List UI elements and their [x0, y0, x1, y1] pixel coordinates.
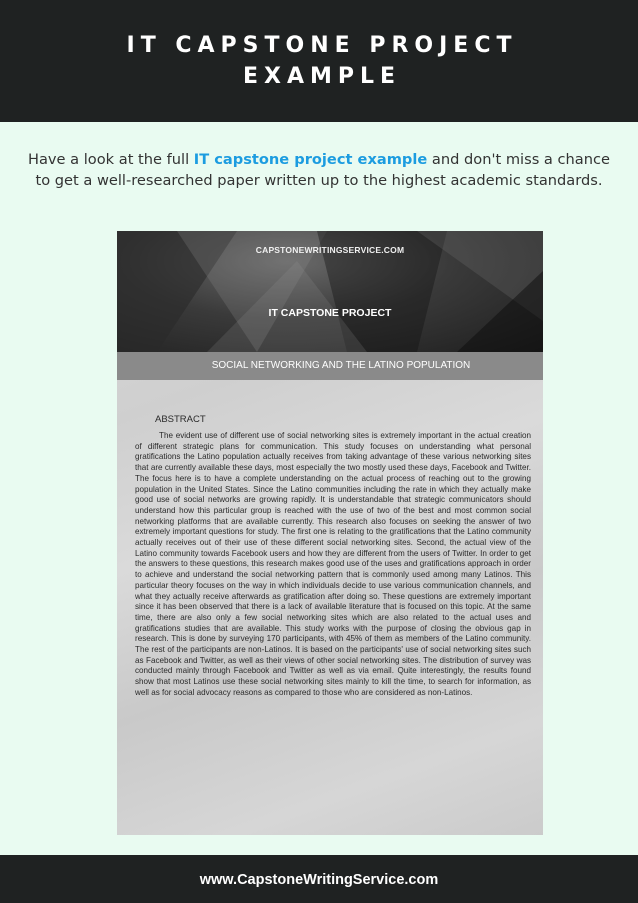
document-site-name: CAPSTONEWRITINGSERVICE.COM — [255, 245, 405, 255]
intro-paragraph — [20, 149, 618, 191]
document-subtitle: SOCIAL NETWORKING AND THE LATINO POPULATION — [117, 352, 543, 380]
capstone-example-link[interactable]: IT capstone project example — [193, 151, 428, 168]
abstract-heading: ABSTRACT — [155, 414, 206, 425]
page-title-line-1: IT CAPSTONE PROJECT — [126, 33, 518, 58]
document-title: IT CAPSTONE PROJECT — [268, 307, 392, 319]
intro-text-before: Have a look at the full — [28, 151, 194, 168]
document-cover-banner — [117, 231, 543, 352]
abstract-body: The evident use of different use of social networking sites is extremely important in the actual creation of different strategic plans for communication. This study focuses on understanding what personal gratifications the Latino population actually receives from taking advantage of these various networking sites that are currently available these days, most especially the two mostly used these days, Facebook and Twitter. The focus here is to have a complete understanding on the actual process of reaching out to the growing population in the United States. Since the Latino communities including the rate in which they actually make good use of social networks are growing rapidly. It is understandable that strategic communicators should understand how this particular group is reached with the use of two of the best and most common social networking platforms that are available currently. This research also focuses on seeking the answer of two extremely important questions for study. The first one is relating to the gratifications that the Latino community actually receives out of their use of these different social networking sites. Second, the actual view of the Latino community towards Facebook users and how they are different from the users of Twitter. In order to get the answers to these questions, this research makes good use of the uses and gratifications approach in order to achieve and understand the social networking pattern that is commonly used among many Latinos. This particular theory focuses on the way in which individuals decide to use various communication channels, and what they actually receive afterwards as gratification after doing so. These questions are extremely important since it has been observed that there is a lack of available literature that is focused on this topic. At the same time, there are also only a few social networking sites which are also related to the actual uses and gratifications studies that are available. This study works with the purpose of closing the obvious gap in research. This is done by surveying 170 participants, with 45% of them as members of the Latino community. The rest of the participants are non-Latinos. It is based on the participants' use of social networking sites such as Facebook and Twitter, as well as their views of other social networking sites. The distribution of survey was conducted mainly through Facebook and Twitter as well as via email. Quite interestingly, the results found show that most Latinos use these social networking sites mainly to kill the time, to search for information, as well as for social advocacy reasons as compared to those who are considered as non-Latinos. — [135, 431, 531, 697]
footer-band — [0, 855, 638, 903]
intro-text-after: and don't miss a chance to get a well-researched paper written up to the highest academic standards. — [35, 151, 610, 189]
document-preview-image — [117, 231, 543, 835]
header-band — [0, 0, 638, 122]
page-title-line-2: EXAMPLE — [242, 64, 402, 89]
footer-website-link[interactable]: www.CapstoneWritingService.com — [199, 872, 439, 888]
